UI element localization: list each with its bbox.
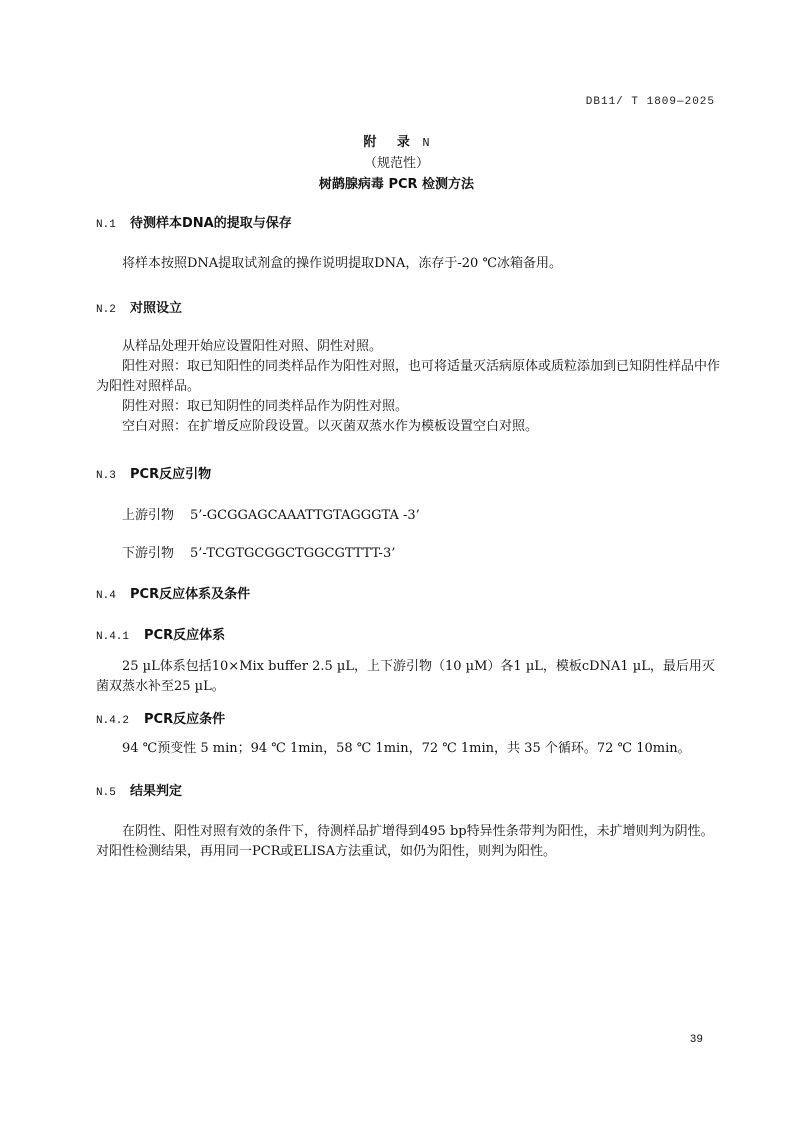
upstream-primer [122,504,420,523]
section-title: 结果判定 [130,784,183,799]
section-title: PCR反应体系及条件 [130,587,251,602]
section-n41-heading [96,624,225,643]
section-n42-heading [96,708,225,727]
section-title: 待测样本DNA的提取与保存 [130,216,292,231]
section-title: PCR反应引物 [130,467,212,482]
section-n2-para-1: 从样品处理开始应设置阳性对照、阴性对照。 [122,339,383,354]
section-n5-text: 在阴性、阳性对照有效的条件下，待测样品扩增得到495 bp特异性条带判为阳性，未扩增则判为阴性。对阳性检测结果，再用同一PCR或ELISA方法重试，如仍为阳性，则判为阳性。 [96,824,714,859]
document-code: DB11/ T 1809—2025 [585,96,715,108]
section-n42-text: 94 ℃预变性 5 min；94 ℃ 1min，58 ℃ 1min，72 ℃ 1min，共 35 个循环。72 ℃ 10min。 [122,741,691,756]
upstream-primer-sequence: 5’-GCGGAGCAAATTGTAGGGTA -3’ [190,508,420,523]
downstream-primer [122,542,395,561]
section-number: N.5 [96,787,116,799]
section-number: N.3 [96,470,116,482]
section-n2-para-4: 空白对照：在扩增反应阶段设置。以灭菌双蒸水作为模板设置空白对照。 [122,419,539,434]
section-n1-text: 将样本按照DNA提取试剂盒的操作说明提取DNA，冻存于-20 ℃冰箱备用。 [122,256,562,271]
section-number: N.4.2 [96,715,130,727]
section-title: PCR反应条件 [144,712,226,727]
section-n4-heading [96,583,250,602]
section-n3-heading [96,463,211,482]
appendix-title: 树鹋腺病毒 PCR 检测方法 [318,177,475,192]
section-n41-text: 25 µL体系包括10×Mix buffer 2.5 µL，上下游引物（10 µM）各1 µL，模板cDNA1 µL，最后用灭菌双蒸水补至25 µL。 [96,659,715,694]
appendix-type: （规范性） [363,156,429,171]
upstream-primer-label: 上游引物 [122,508,175,523]
downstream-primer-label: 下游引物 [122,546,175,561]
section-n2-para-3: 阴性对照：取已知阴性的同类样品作为阴性对照。 [122,399,409,414]
section-n5-heading [96,780,182,799]
section-number: N.2 [96,304,116,316]
appendix-heading [0,131,793,150]
section-number: N.4.1 [96,631,130,643]
downstream-primer-sequence: 5’-TCGTGCGGCTGGCGTTTT-3’ [190,546,396,561]
section-title: 对照设立 [130,301,183,316]
section-number: N.1 [96,219,116,231]
section-n2-heading [96,297,182,316]
section-n2-para-2: 阳性对照：取已知阳性的同类样品作为阳性对照，也可将适量灭活病原体或质粒添加到已知阴性样品中作为阳性对照样品。 [96,359,721,394]
page-number: 39 [689,1034,703,1046]
appendix-label: 附 录 [363,135,418,150]
section-number: N.4 [96,590,116,602]
appendix-letter: N [422,136,430,150]
section-n1-heading [96,212,292,231]
section-title: PCR反应体系 [144,628,226,643]
